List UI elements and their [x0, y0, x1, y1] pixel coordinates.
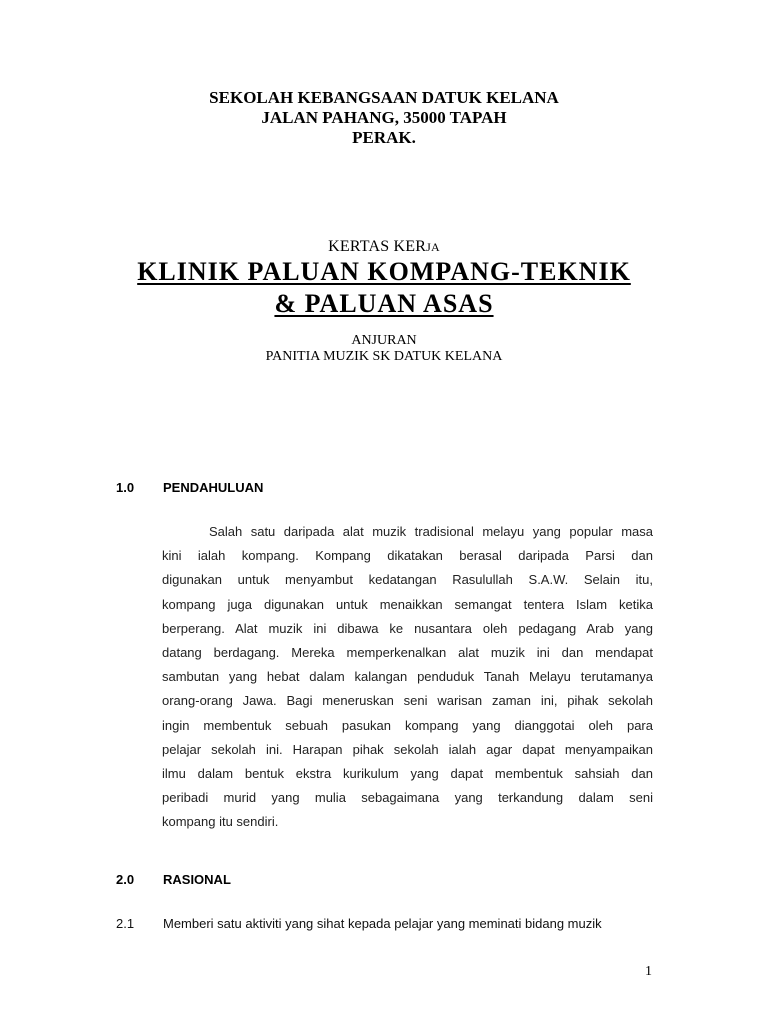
- document-type-tail: JA: [426, 240, 440, 254]
- main-title-line-2: [0, 288, 768, 320]
- paragraph-line: pelajar sekolah ini. Harapan pihak sekolah ialah agar dapat menyampaikan: [162, 741, 653, 757]
- paragraph-line: kompang itu sendiri.: [162, 814, 279, 830]
- paragraph-line: digunakan untuk menyambut kedatangan Rasulullah S.A.W. Selain itu,: [162, 572, 653, 588]
- paragraph-line: kini ialah kompang. Kompang dikatakan berasal daripada Parsi dan: [162, 548, 653, 564]
- main-title-line-1: [0, 256, 768, 288]
- main-title-text-1: KLINIK PALUAN KOMPANG-TEKNIK: [137, 257, 631, 286]
- document-type-label: [0, 238, 768, 256]
- paragraph-line: kompang juga digunakan untuk menaikkan semangat tentera Islam ketika: [162, 596, 653, 612]
- paragraph-line: ingin membentuk sebuah pasukan kompang yang dianggotai oleh para: [162, 717, 653, 733]
- paragraph-line: peribadi murid yang mulia sebagaimana yang terkandung dalam seni: [162, 790, 653, 806]
- school-name: SEKOLAH KEBANGSAAN DATUK KELANA: [209, 88, 559, 107]
- item-text: Memberi satu aktiviti yang sihat kepada pelajar yang meminati bidang muzik: [163, 916, 602, 931]
- section-title: PENDAHULUAN: [163, 480, 264, 495]
- school-state: PERAK.: [352, 128, 416, 147]
- section-number: 1.0: [116, 480, 135, 495]
- section-title: RASIONAL: [163, 872, 231, 887]
- pendahuluan-paragraph: [162, 520, 653, 834]
- page-number: 1: [645, 964, 652, 979]
- paragraph-line: orang-orang Jawa. Bagi meneruskan seni warisan zaman ini, pihak sekolah: [162, 693, 653, 709]
- main-title-text-2: & PALUAN ASAS: [274, 289, 494, 318]
- item-number: 2.1: [116, 916, 135, 931]
- section-number: 2.0: [116, 872, 135, 887]
- paragraph-line: ilmu dalam bentuk ekstra kurikulum yang dapat membentuk sahsiah dan: [162, 765, 653, 781]
- paragraph-line: datang berdagang. Mereka memperkenalkan alat muzik ini dan mendapat: [162, 644, 653, 660]
- organizer-name: PANITIA MUZIK SK DATUK KELANA: [265, 349, 503, 364]
- paragraph-line: Salah satu daripada alat muzik tradisional melayu yang popular masa: [209, 524, 653, 539]
- paragraph-line: berperang. Alat muzik ini dibawa ke nusantara oleh pedagang Arab yang: [162, 620, 653, 636]
- organizer-label: ANJURAN: [351, 333, 417, 348]
- school-address: JALAN PAHANG, 35000 TAPAH: [261, 108, 507, 127]
- document-type-main: KERTAS KER: [328, 238, 427, 255]
- paragraph-line: sambutan yang hebat dalam kalangan penduduk Tanah Melayu terutamanya: [162, 669, 653, 685]
